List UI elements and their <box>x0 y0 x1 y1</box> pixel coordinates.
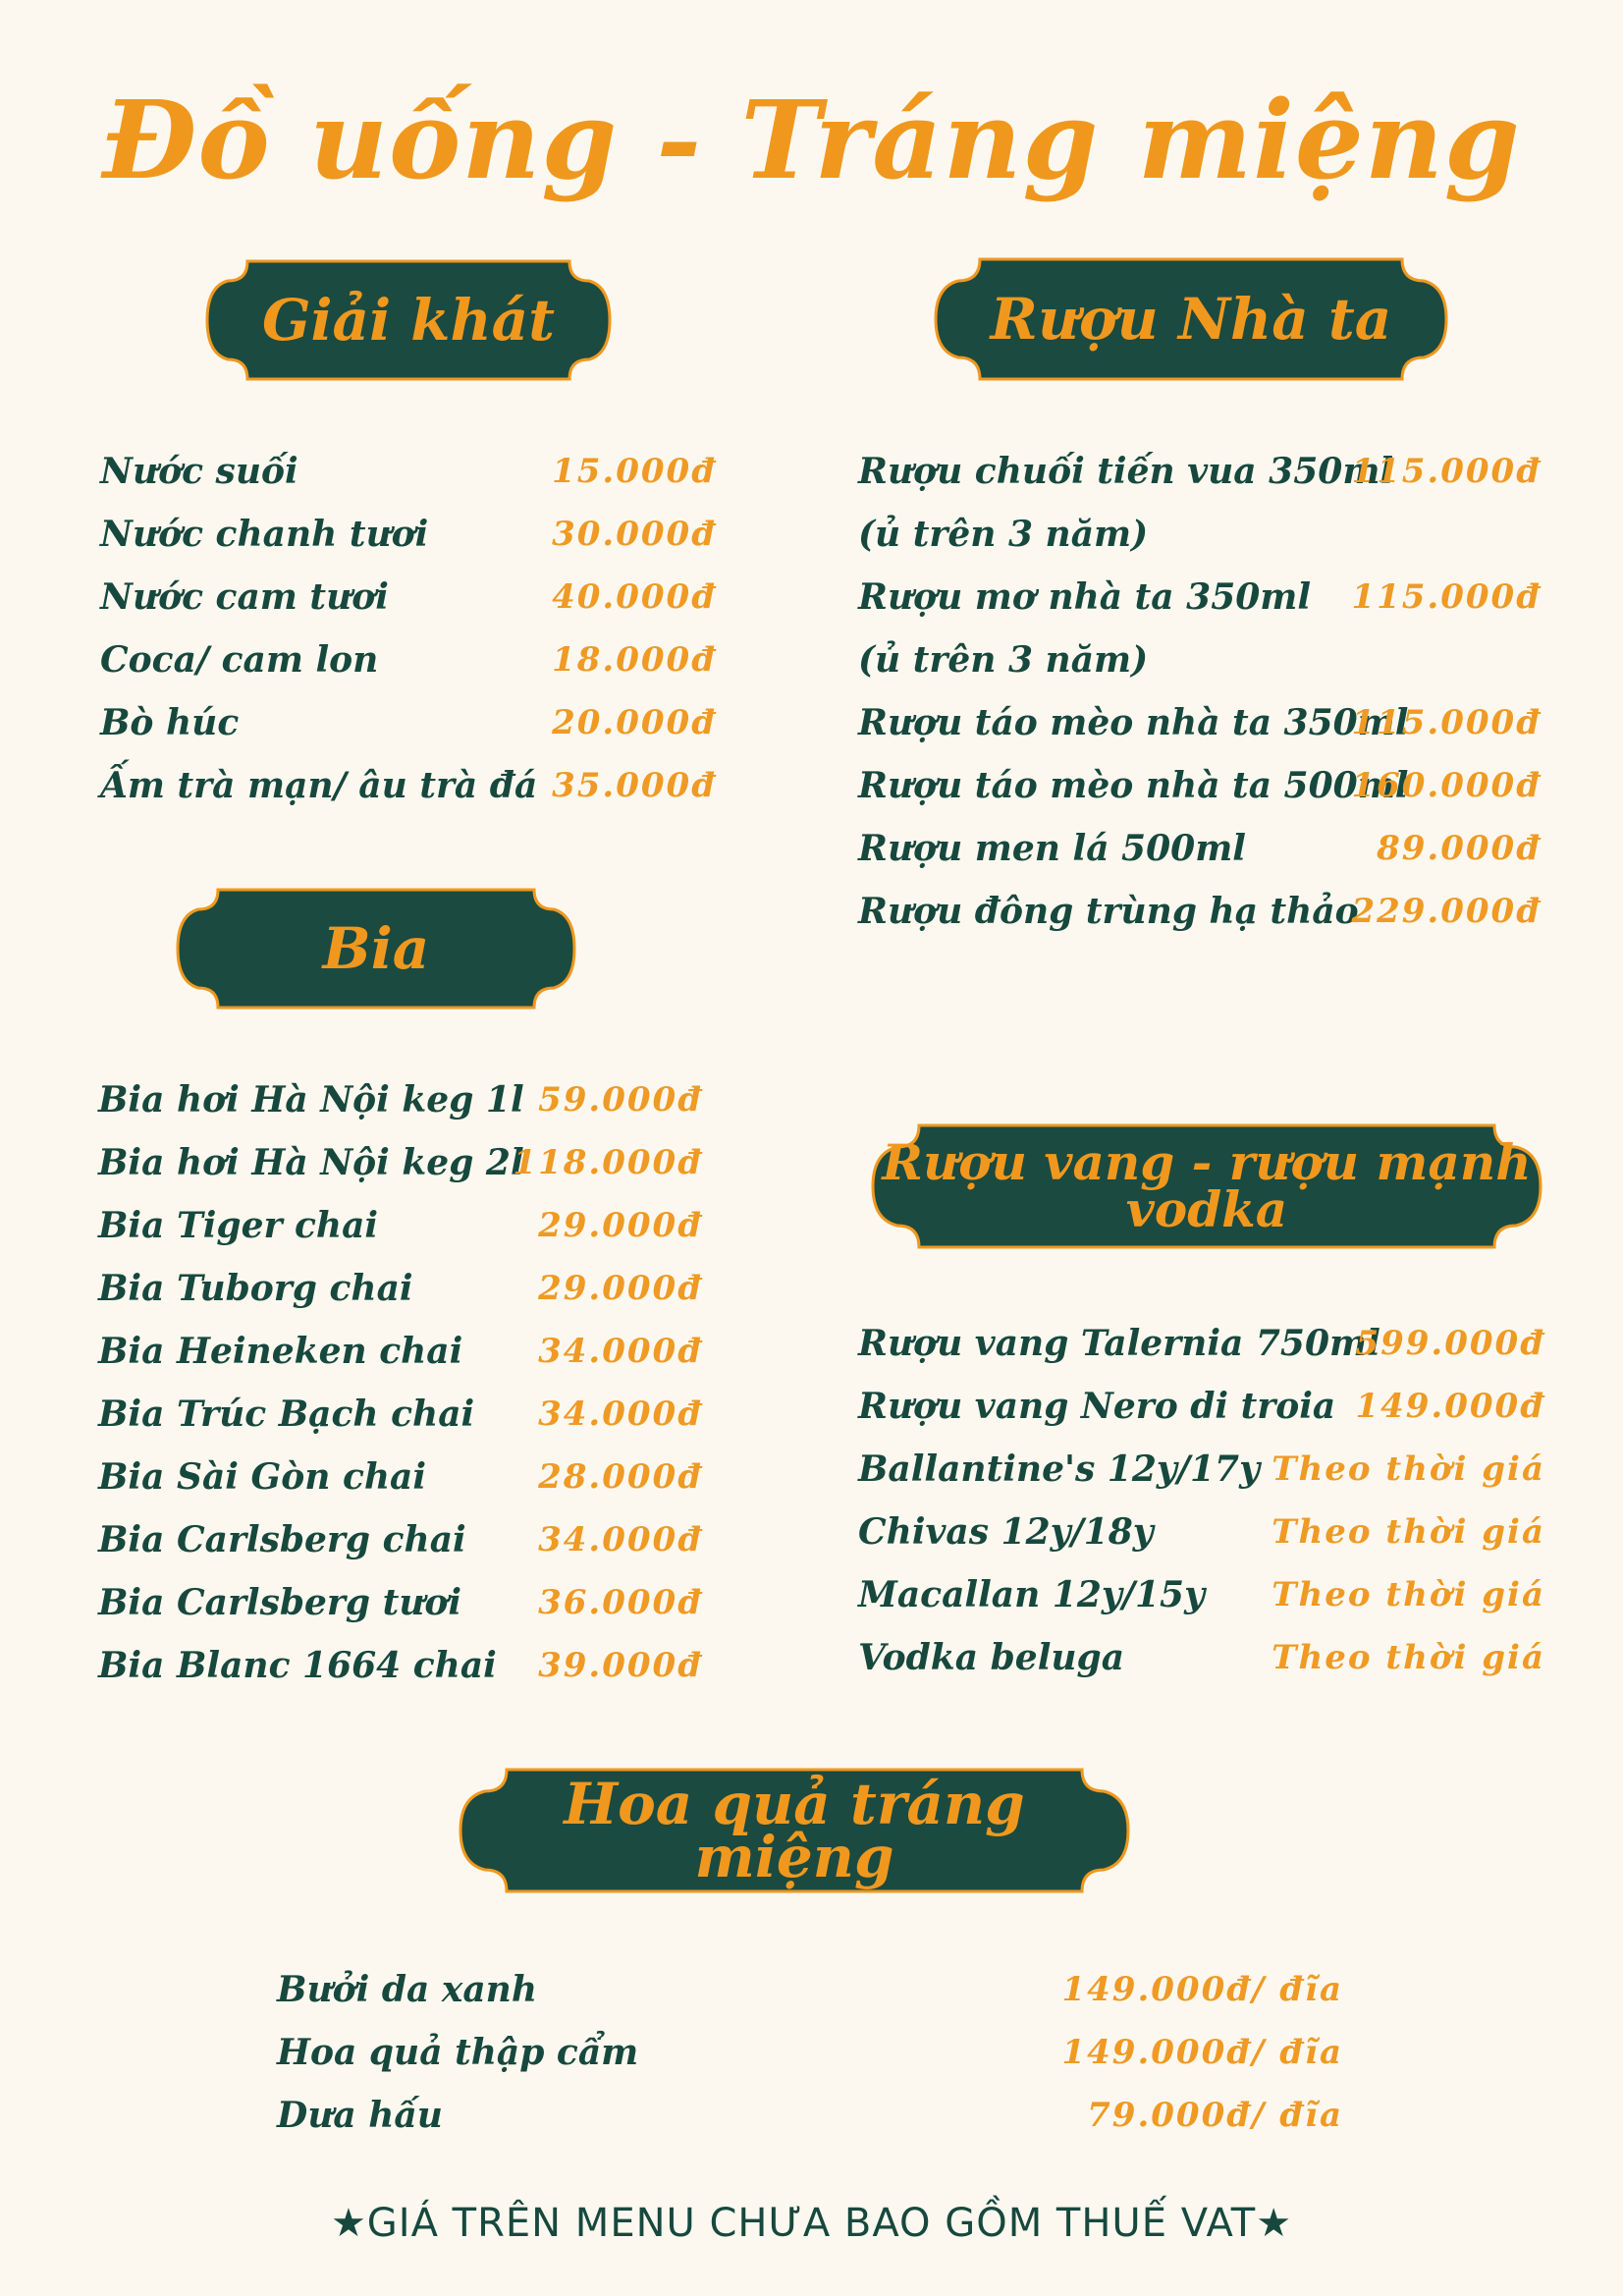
menu-item-name: Bia Blanc 1664 chai <box>98 1645 497 1686</box>
menu-item <box>100 691 717 754</box>
menu-item-name: Bia Carlsberg tươi <box>98 1582 462 1623</box>
menu-item <box>98 1131 703 1194</box>
menu-item <box>98 1508 703 1571</box>
menu-item-name: Bia hơi Hà Nội keg 1l <box>98 1079 524 1121</box>
section-title-ruou-nha-ta: Rượu Nhà ta <box>990 286 1392 353</box>
menu-item <box>858 880 1542 943</box>
menu-item-name: Coca/ cam lon <box>100 639 379 681</box>
menu-item-price: 89.000đ <box>1377 829 1542 868</box>
menu-item-name: Rượu vang Nero di troia <box>858 1386 1336 1427</box>
page-title: Đồ uống - Tráng miệng <box>102 77 1521 203</box>
menu-item <box>277 1958 1343 2021</box>
menu-item <box>98 1068 703 1131</box>
menu-item <box>100 629 717 691</box>
menu-item-name: Nước cam tươi <box>100 576 389 618</box>
menu-item-price: Theo thời giá <box>1271 1449 1545 1489</box>
menu-item-price: 20.000đ <box>552 703 717 742</box>
menu-item <box>858 754 1542 817</box>
menu-item-price: 34.000đ <box>538 1520 703 1559</box>
menu-item-name: Rượu mơ nhà ta 350ml <box>858 576 1312 618</box>
menu-item-price: 115.000đ <box>1351 703 1542 742</box>
star-icon: ★ <box>1256 2201 1293 2246</box>
menu-item-price: 15.000đ <box>552 452 717 491</box>
menu-item-price: 229.000đ <box>1351 892 1542 931</box>
menu-item-price: 36.000đ <box>538 1583 703 1622</box>
section-title-ruou-vang <box>870 1120 1543 1253</box>
menu-item-name: Bia Heineken chai <box>98 1331 463 1372</box>
menu-item-name: Bia Tiger chai <box>98 1205 379 1246</box>
menu-item <box>858 1312 1545 1375</box>
menu-item-name: Hoa quả thập cẩm <box>277 2032 639 2073</box>
menu-item-name: Bia Tuborg chai <box>98 1268 413 1309</box>
menu-item-price: 149.000đ <box>1355 1387 1545 1426</box>
menu-item-price: 40.000đ <box>552 577 717 617</box>
menu-item-name: Macallan 12y/15y <box>858 1574 1205 1615</box>
menu-item <box>98 1446 703 1508</box>
menu-item <box>858 1375 1545 1438</box>
menu-item-name: (ủ trên 3 năm) <box>858 639 1149 681</box>
menu-item-name: Rượu chuối tiến vua 350ml <box>858 451 1394 492</box>
menu-item-price: Theo thời giá <box>1271 1638 1545 1677</box>
menu-item-name: Rượu vang Talernia 750ml <box>858 1323 1380 1364</box>
menu-item <box>100 754 717 817</box>
section-header-hoa-qua <box>458 1764 1131 1897</box>
menu-item <box>98 1383 703 1446</box>
menu-item <box>98 1634 703 1697</box>
menu-item-price: 29.000đ <box>538 1269 703 1308</box>
section-title-giai-khat: Giải khát <box>261 287 556 354</box>
menu-item <box>858 1438 1545 1501</box>
menu-item <box>858 691 1542 754</box>
menu-item-name: Ballantine's 12y/17y <box>858 1449 1260 1490</box>
menu-item-price: 160.000đ <box>1351 766 1542 805</box>
menu-item <box>100 440 717 503</box>
menu-item-price: 35.000đ <box>552 766 717 805</box>
section-title-bia: Bia <box>322 915 430 982</box>
menu-item <box>858 1563 1545 1626</box>
menu-item <box>100 503 717 566</box>
menu-item-price: 149.000đ/ đĩa <box>1061 2033 1343 2072</box>
menu-item <box>100 566 717 629</box>
menu-item <box>858 1501 1545 1563</box>
menu-item-price: 29.000đ <box>538 1206 703 1245</box>
menu-item-price: 599.000đ <box>1355 1324 1545 1363</box>
menu-item <box>277 2084 1343 2147</box>
menu-item-name: Rượu táo mèo nhà ta 350ml <box>858 702 1409 743</box>
menu-item-name: Rượu đông trùng hạ thảo <box>858 891 1359 932</box>
menu-item-price: 18.000đ <box>552 640 717 680</box>
menu-item-price: Theo thời giá <box>1271 1512 1545 1552</box>
menu-item-name: Dưa hấu <box>277 2095 443 2136</box>
menu-item-price: 28.000đ <box>538 1457 703 1497</box>
menu-item-price: 30.000đ <box>552 515 717 554</box>
menu-item-name: Nước chanh tươi <box>100 514 429 555</box>
menu-item-name: Chivas 12y/18y <box>858 1511 1154 1553</box>
menu-item <box>98 1194 703 1257</box>
section-header-ruou-vang <box>870 1120 1543 1253</box>
menu-item-name: Bò húc <box>100 702 240 743</box>
menu-item-name: Bia Sài Gòn chai <box>98 1456 427 1498</box>
menu-item-name: Nước suối <box>100 451 298 492</box>
section-title-ruou-vang-line2: vodka <box>1125 1180 1288 1238</box>
menu-item-name: Bia hơi Hà Nội keg 2l <box>98 1142 524 1183</box>
menu-item-price: 149.000đ/ đĩa <box>1061 1970 1343 2009</box>
section-header-ruou-nha-ta <box>933 253 1449 385</box>
menu-item-price: 115.000đ <box>1351 577 1542 617</box>
menu-item <box>98 1320 703 1383</box>
menu-item <box>858 629 1542 691</box>
menu-item-price: 34.000đ <box>538 1332 703 1371</box>
menu-item <box>858 566 1542 629</box>
menu-item-name: Vodka beluga <box>858 1637 1125 1678</box>
section-title-hoa-qua: Hoa quả tráng miệng <box>564 1771 1025 1890</box>
section-header-giai-khat <box>204 255 613 385</box>
menu-item-name: (ủ trên 3 năm) <box>858 514 1149 555</box>
menu-item-name: Ấm trà mạn/ âu trà đá <box>100 765 538 806</box>
menu-item-price: 79.000đ/ đĩa <box>1087 2096 1343 2135</box>
footer-text: GIÁ TRÊN MENU CHƯA BAO GỒM THUẾ VAT <box>366 2201 1257 2246</box>
menu-item <box>858 440 1542 503</box>
menu-item <box>858 503 1542 566</box>
section-header-bia <box>175 884 577 1013</box>
section-title-ruou-vang-line1: Rượu vang - rượu mạnh <box>882 1133 1532 1191</box>
menu-item-name: Bưởi da xanh <box>277 1969 537 2010</box>
star-icon: ★ <box>330 2201 367 2246</box>
menu-item <box>98 1571 703 1634</box>
menu-item-price: 59.000đ <box>538 1080 703 1120</box>
menu-item-name: Bia Carlsberg chai <box>98 1519 466 1560</box>
menu-item-price: 115.000đ <box>1351 452 1542 491</box>
menu-item-name: Bia Trúc Bạch chai <box>98 1394 475 1435</box>
menu-item-price: 39.000đ <box>538 1646 703 1685</box>
menu-item-price: 34.000đ <box>538 1394 703 1434</box>
menu-item <box>858 1626 1545 1689</box>
menu-item <box>277 2021 1343 2084</box>
menu-item-price: Theo thời giá <box>1271 1575 1545 1614</box>
menu-item-price: 118.000đ <box>513 1143 703 1182</box>
menu-item <box>858 817 1542 880</box>
menu-item <box>98 1257 703 1320</box>
menu-item-name: Rượu men lá 500ml <box>858 828 1246 869</box>
footer-note <box>0 2194 1623 2253</box>
menu-item-name: Rượu táo mèo nhà ta 500ml <box>858 765 1409 806</box>
